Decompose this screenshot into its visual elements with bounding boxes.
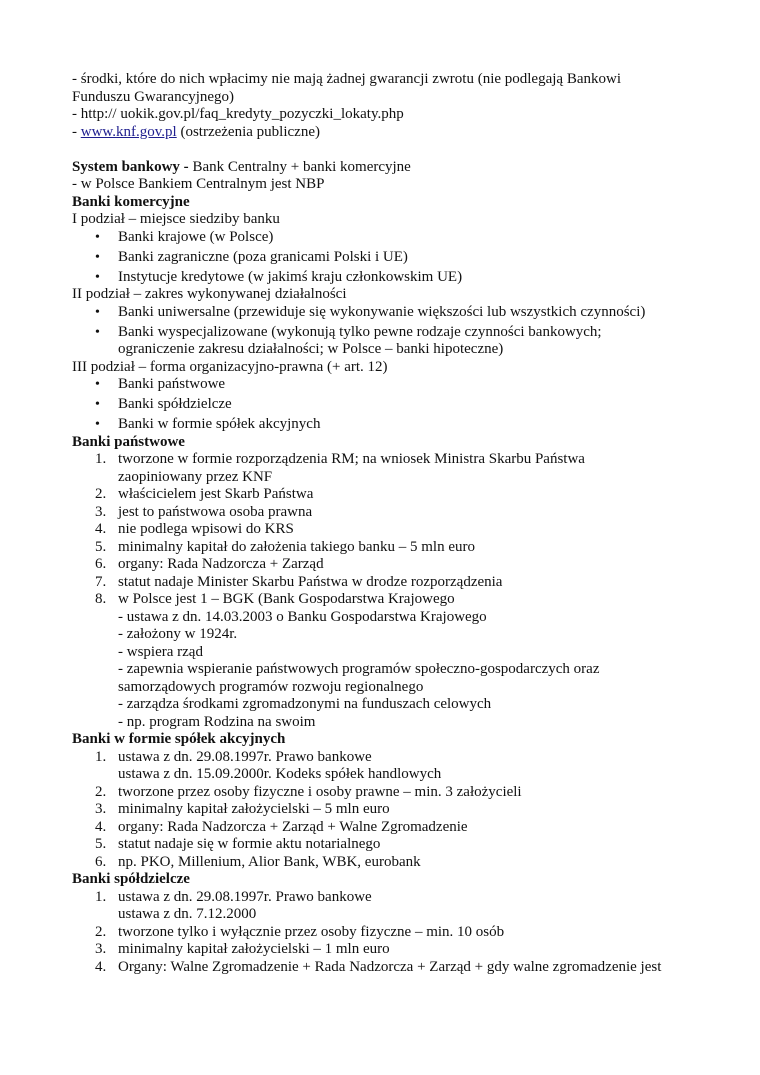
section-heading: Banki państwowe [72,433,185,450]
item-text: jest to państwowa osoba prawna [118,503,313,520]
numbered-item [72,836,692,854]
numbered-item [72,784,692,802]
spacer [72,141,692,159]
item-text: Organy: Walne Zgromadzenie + Rada Nadzorcza + Zarząd + gdy walne zgromadzenie jest [118,958,662,975]
item-text: minimalny kapitał założycielski – 1 mln euro [118,941,390,957]
item-number: 5. [95,836,107,852]
item-text: właścicielem jest Skarb Państwa [118,486,314,502]
bullet-text: Instytucje kredytowe (w jakimś kraju członkowskim UE) [118,268,463,285]
item-number: 3. [95,503,107,520]
bullet-icon: • [95,397,100,412]
item-continuation: ustawa z dn. 15.09.2000r. Kodeks spółek handlowych [118,766,442,782]
bullet-item [72,376,692,394]
item-text: statut nadaje Minister Skarbu Państwa w drodze rozporządzenia [118,573,503,590]
item-sub-line: - założony w 1924r. [118,626,238,642]
numbered-item [72,854,692,872]
numbered-item [72,749,692,767]
system-line: - w Polsce Bankiem Centralnym jest NBP [72,176,325,192]
bullet-item [72,249,692,267]
item-number: 4. [95,521,107,537]
numbered-item [72,959,692,977]
intro-line: - http:// uokik.gov.pl/faq_kredyty_pozyczki_lokaty.php [72,106,404,122]
system-heading-rest: Bank Centralny + banki komercyjne [188,158,411,175]
item-text: tworzone w formie rozporządzenia RM; na wniosek Ministra Skarbu Państwa [118,451,585,467]
item-sub-line: - wspiera rząd [118,643,203,660]
item-text: ustawa z dn. 29.08.1997r. Prawo bankowe [118,888,372,905]
division-title: II podział – zakres wykonywanej działalności [72,286,347,302]
knf-link[interactable]: www.knf.gov.pl [80,123,177,140]
item-sub-line: - np. program Rodzina na swoim [118,713,316,730]
bullet-text: Banki uniwersalne (przewiduje się wykonywanie większości lub wszystkich czynności) [118,303,646,320]
bullet-item [72,229,692,247]
division-title: I podział – miejsce siedziby banku [72,211,280,227]
item-number: 6. [95,556,107,572]
bullet-item [72,304,692,322]
bullet-icon: • [95,377,100,392]
bullet-text: Banki wyspecjalizowane (wykonują tylko pewne rodzaje czynności bankowych; [118,323,602,340]
item-continuation: ustawa z dn. 7.12.2000 [118,906,257,922]
item-number: 2. [95,783,107,800]
numbered-item [72,556,692,574]
numbered-item [72,521,692,539]
item-number: 5. [95,538,107,555]
bullet-icon: • [95,269,100,285]
item-sub-line: samorządowych programów rozwoju regionalnego [118,678,424,695]
item-text: tworzone przez osoby fizyczne i osoby prawne – min. 3 założycieli [118,783,522,800]
bullet-item [72,396,692,414]
item-text: nie podlega wpisowi do KRS [118,521,294,537]
item-text: organy: Rada Nadzorcza + Zarząd + Walne Zgromadzenie [118,818,468,835]
text: - [72,123,81,140]
bullet-text: Banki zagraniczne (poza granicami Polski i UE) [118,248,408,265]
numbered-item [72,486,692,504]
item-number: 6. [95,853,107,870]
item-text: w Polsce jest 1 – BGK (Bank Gospodarstwa Krajowego [118,591,455,607]
bullet-icon: • [95,249,100,265]
item-number: 1. [95,888,107,905]
numbered-item [72,819,692,837]
item-number: 4. [95,958,107,975]
bullet-item [72,269,692,287]
item-number: 4. [95,818,107,835]
item-number: 2. [95,923,107,940]
intro-line: - środki, które do nich wpłacimy nie mają żadnej gwarancji zwrotu (nie podlegają Bankowi [72,71,621,87]
section-heading: Banki spółdzielcze [72,871,190,887]
intro-line: Funduszu Gwarancyjnego) [72,88,235,105]
numbered-item [72,591,692,609]
bullet-text: Banki spółdzielcze [118,396,232,412]
section-heading: Banki w formie spółek akcyjnych [72,731,286,747]
bullet-icon: • [95,324,100,340]
bullet-text: Banki krajowe (w Polsce) [118,228,274,245]
document-page [72,71,692,976]
item-number: 8. [95,591,107,607]
item-text: ustawa z dn. 29.08.1997r. Prawo bankowe [118,748,372,765]
item-number: 7. [95,573,107,590]
item-continuation: zaopiniowany przez KNF [118,468,273,485]
item-text: tworzone tylko i wyłącznie przez osoby fizyczne – min. 10 osób [118,923,505,940]
item-text: minimalny kapitał do założenia takiego banku – 5 mln euro [118,538,475,555]
text: (ostrzeżenia publiczne) [176,123,320,140]
numbered-item [72,539,692,557]
numbered-item [72,451,692,469]
bullet-icon: • [95,417,100,432]
bullet-text: Banki w formie spółek akcyjnych [118,416,321,432]
item-sub-line: - zarządza środkami zgromadzonymi na funduszach celowych [118,696,492,712]
item-number: 3. [95,941,107,957]
bullet-icon: • [95,304,100,320]
item-text: statut nadaje się w formie aktu notarialnego [118,836,381,852]
item-number: 1. [95,451,107,467]
bullet-item [72,324,692,342]
bullet-item [72,416,692,434]
system-heading: System bankowy - [72,158,189,175]
item-sub-line: - ustawa z dn. 14.03.2003 o Banku Gospodarstwa Krajowego [118,608,487,625]
item-number: 1. [95,748,107,765]
numbered-item [72,504,692,522]
numbered-item [72,889,692,907]
section-heading: Banki komercyjne [72,193,190,210]
item-text: np. PKO, Millenium, Alior Bank, WBK, eurobank [118,853,421,870]
numbered-item [72,941,692,959]
intro-line [72,124,692,142]
item-number: 2. [95,486,107,502]
numbered-item [72,574,692,592]
item-text: minimalny kapitał założycielski – 5 mln euro [118,801,390,817]
division-title: III podział – forma organizacyjno-prawna (+ art. 12) [72,358,388,375]
system-heading-line [72,159,692,177]
numbered-item [72,801,692,819]
bullet-icon: • [95,229,100,245]
item-text: organy: Rada Nadzorcza + Zarząd [118,556,324,572]
bullet-continuation: ograniczenie zakresu działalności; w Polsce – banki hipoteczne) [118,341,504,357]
bullet-text: Banki państwowe [118,376,226,392]
item-number: 3. [95,801,107,817]
numbered-item [72,924,692,942]
item-sub-line: - zapewnia wspieranie państwowych programów społeczno-gospodarczych oraz [118,661,600,677]
